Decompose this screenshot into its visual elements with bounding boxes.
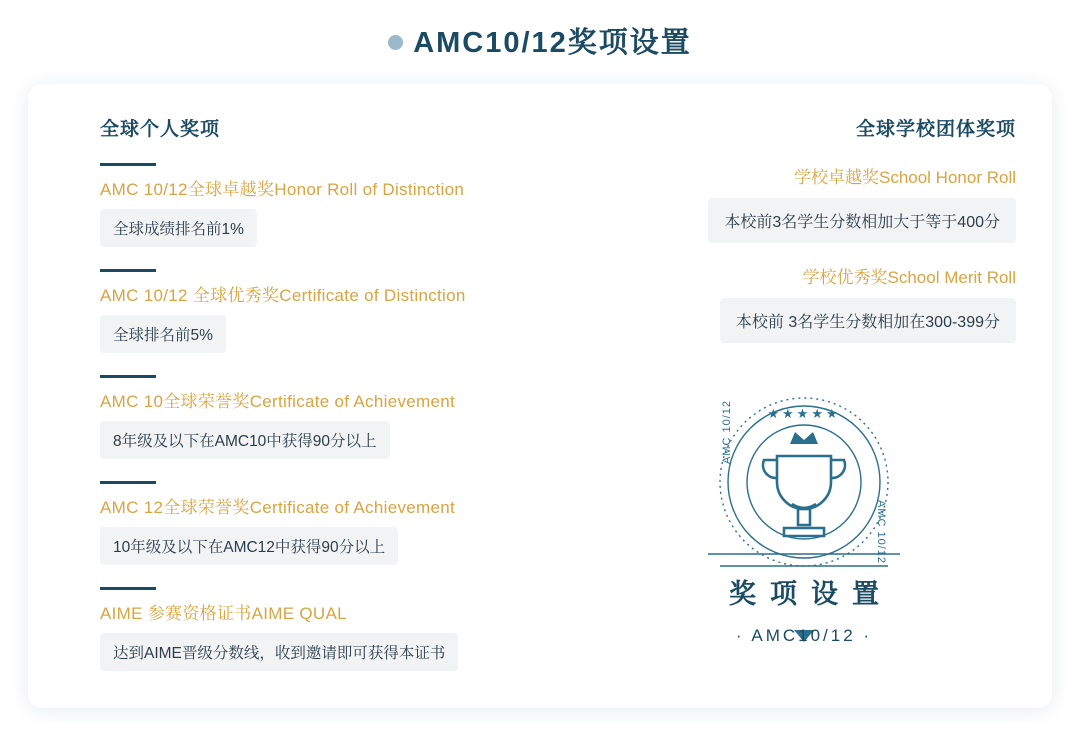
school-award-item <box>616 263 1016 343</box>
award-description: 10年级及以下在AMC12中获得90分以上 <box>100 527 398 565</box>
award-description: 全球成绩排名前1% <box>100 209 257 247</box>
school-award-description: 本校前 3名学生分数相加在300-399分 <box>720 298 1016 343</box>
seal-subtitle: · AMC10/12 · <box>735 626 873 645</box>
content-card <box>28 84 1052 708</box>
individual-awards-column <box>100 114 570 693</box>
school-award-title: 学校优秀奖School Merit Roll <box>802 268 1016 287</box>
trophy-icon <box>763 456 845 536</box>
award-description: 达到AIME晋级分数线，收到邀请即可获得本证书 <box>100 633 458 671</box>
individual-awards-heading: 全球个人奖项 <box>100 119 221 140</box>
award-item <box>100 587 570 671</box>
award-item <box>100 269 570 353</box>
award-divider <box>100 375 156 378</box>
award-item <box>100 163 570 247</box>
award-seal <box>664 394 944 684</box>
circle-dot-icon <box>388 35 403 50</box>
award-title: AIME 参赛资格证书AIME QUAL <box>100 604 347 623</box>
award-title: AMC 10/12全球卓越奖Honor Roll of Distinction <box>100 180 465 199</box>
seal-caption: 奖项设置 <box>729 579 893 609</box>
school-award-description: 本校前3名学生分数相加大于等于400分 <box>708 198 1016 243</box>
award-divider <box>100 587 156 590</box>
award-title: AMC 10全球荣誉奖Certificate of Achievement <box>100 392 455 411</box>
seal-stars: ★★★★★ <box>767 406 841 421</box>
school-awards-column <box>616 114 1016 363</box>
award-description: 全球排名前5% <box>100 315 226 353</box>
award-title: AMC 10/12 全球优秀奖Certificate of Distinction <box>100 286 466 305</box>
award-title: AMC 12全球荣誉奖Certificate of Achievement <box>100 498 455 517</box>
seal-ring-text-right: AMC 10/12 <box>875 500 887 565</box>
school-award-item <box>616 163 1016 243</box>
award-item <box>100 481 570 565</box>
award-description: 8年级及以下在AMC10中获得90分以上 <box>100 421 390 459</box>
seal-ring-text-left: AMC 10/12 <box>721 399 733 464</box>
award-divider <box>100 481 156 484</box>
crown-icon <box>790 432 818 444</box>
page-title: AMC10/12奖项设置 <box>413 26 692 59</box>
page-title-row <box>0 0 1080 62</box>
award-divider <box>100 269 156 272</box>
school-awards-heading: 全球学校团体奖项 <box>855 119 1016 140</box>
award-divider <box>100 163 156 166</box>
award-item <box>100 375 570 459</box>
school-award-title: 学校卓越奖School Honor Roll <box>793 168 1016 187</box>
